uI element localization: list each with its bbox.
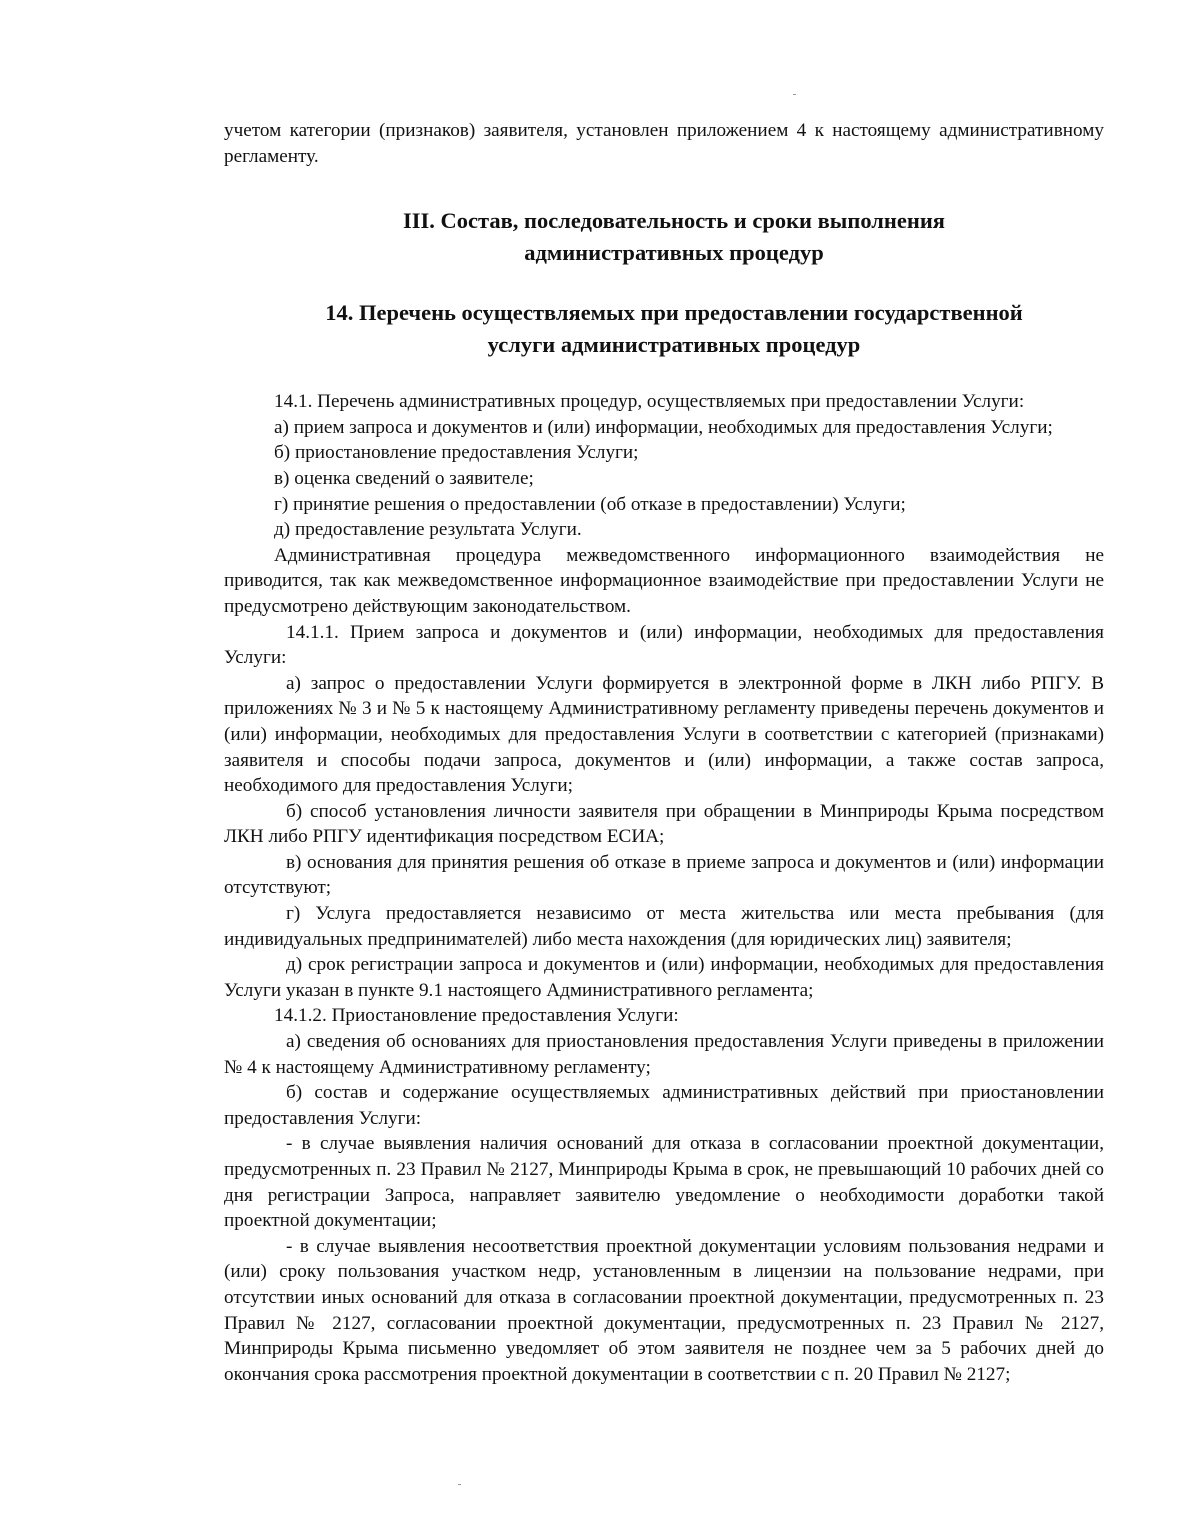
paragraph-14-1-1-g: г) Услуга предоставляется независимо от места жительства или места пребывания (для индивидуальных предпринимателей) либо места нахождения (для юридических лиц) заявителя; [224, 903, 1104, 950]
paragraph-14-1: 14.1. Перечень административных процедур, осуществляемых при предоставлении Услуги: [274, 391, 1025, 413]
section-14-title-line-1: 14. Перечень осуществляемых при предоставлении государственной [325, 300, 1023, 326]
scan-speck-top [793, 94, 796, 95]
paragraph-14-1-1-d: д) срок регистрации запроса и документов и (или) информации, необходимых для предоставления Услуги указан в пункте 9.1 настоящего Административного регламента; [224, 954, 1104, 1001]
section-14-title-line-2: услуги административных процедур [487, 332, 861, 358]
paragraph-14-1-2-a: а) сведения об основаниях для приостановления предоставления Услуги приведены в приложении № 4 к настоящему Административному регламенту; [224, 1031, 1104, 1078]
interagency-note: Административная процедура межведомственного информационного взаимодействия не приводится, так как межведомственное информационное взаимодействие при предоставлении Услуги не предусмотрено действующим законодательством. [224, 544, 1104, 617]
list-item-b: б) приостановление предоставления Услуги; [274, 442, 639, 464]
paragraph-14-1-1-a: а) запрос о предоставлении Услуги формируется в электронной форме в ЛКН либо РПГУ. В приложениях № 3 и № 5 к настоящему Административному регламенту приведены перечень документов и (или) информации, необходимых для предоставления Услуги в соответствии с категорией (признаками) заявителя и способы подачи запроса, документов и (или) информации, а также состав запроса, необходимого для предоставления Услуги; [224, 672, 1104, 797]
list-item-v: в) оценка сведений о заявителе; [274, 467, 534, 489]
paragraph-14-1-2-dash-1: - в случае выявления наличия оснований для отказа в согласовании проектной документации, предусмотренных п. 23 Правил № 2127, Минприроды Крыма в срок, не превышающий 10 рабочих дней со дня регистрации Запроса, направляет заявителю уведомление о необходимости доработки такой проектной документации; [224, 1133, 1104, 1232]
section-3-title-line-1: III. Состав, последовательность и сроки выполнения [403, 208, 945, 234]
paragraph-14-1-1: 14.1.1. Прием запроса и документов и (или) информации, необходимых для предоставления Услуги: [224, 621, 1104, 669]
paragraph-14-1-2-dash-2: - в случае выявления несоответствия проектной документации условиям пользования недрами и (или) сроку пользования участком недр, установленным в лицензии на пользование недрами, при отсутствии иных оснований для отказа в согласовании проектной документации, предусмотренных п. 23 Правил № 2127, согласовании проектной документации, предусмотренных п. 23 Правил № 2127, Минприроды Крыма письменно уведомляет об этом заявителя не позднее чем за 5 рабочих дней до окончания срока рассмотрения проектной документации в соответствии с п. 20 Правил № 2127; [224, 1235, 1104, 1385]
paragraph-14-1-1-v: в) основания для принятия решения об отказе в приеме запроса и документов и (или) информации отсутствуют; [224, 851, 1104, 899]
section-3-title [224, 205, 1104, 269]
list-item-g: г) принятие решения о предоставлении (об отказе в предоставлении) Услуги; [274, 493, 906, 515]
list-item-a: а) прием запроса и документов и (или) информации, необходимых для предоставления Услуги; [274, 416, 1053, 438]
document-body [224, 118, 1104, 1387]
paragraph-14-1-2-b: б) состав и содержание осуществляемых административных действий при приостановлении предоставления Услуги: [224, 1082, 1104, 1129]
paragraph-14-1-1-b: б) способ установления личности заявителя при обращении в Минприроды Крыма посредством ЛКН либо РПГУ идентификация посредством ЕСИА; [224, 800, 1104, 848]
paragraph-14-1-2: 14.1.2. Приостановление предоставления Услуги: [274, 1005, 679, 1027]
scan-speck-bottom [458, 1484, 461, 1485]
section-3-title-line-2: административных процедур [524, 240, 824, 266]
section-14-title [224, 297, 1104, 361]
list-item-d: д) предоставление результата Услуги. [274, 519, 582, 541]
intro-paragraph: учетом категории (признаков) заявителя, установлен приложением 4 к настоящему административному регламенту. [224, 120, 1104, 167]
